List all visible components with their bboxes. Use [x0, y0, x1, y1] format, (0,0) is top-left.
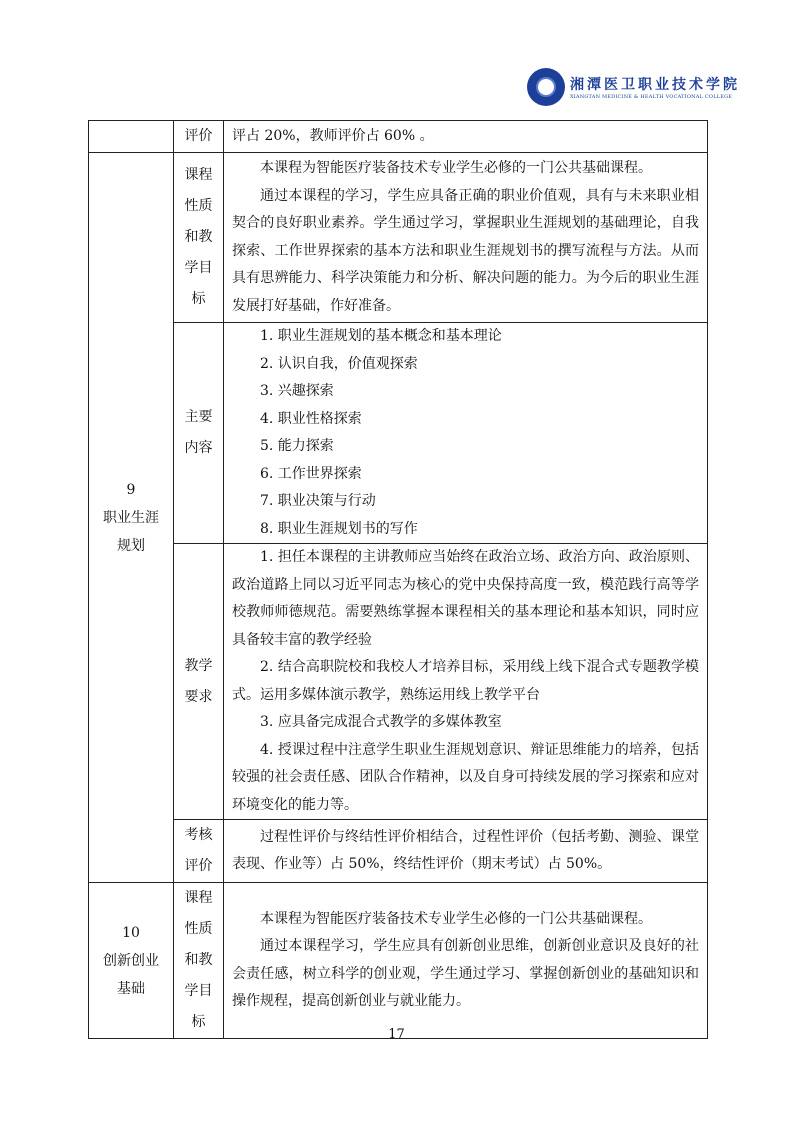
section-label-line: 性质: [184, 198, 213, 214]
course-name-line: 职业生涯: [103, 509, 159, 526]
text-line: 契合的良好职业素养。学生通过学习，掌握职业生涯规划的基础理论，自我: [232, 215, 699, 231]
course-name-line: 9: [126, 481, 136, 498]
text-line: 表现、作业等）占 50%，终结性评价（期末考试）占 50%。: [232, 856, 612, 872]
section-content-cell: [224, 820, 708, 883]
logo-english-name: XIANGTAN MEDICINE & HEALTH VOCATIONAL COLLEGE: [570, 94, 733, 100]
text-line: 5. 能力探索: [260, 438, 334, 454]
table-row: [89, 883, 708, 1039]
paragraph: [232, 516, 699, 544]
text-line: 2. 结合高职院校和我校人才培养目标，采用线上线下混合式专题教学模: [260, 659, 699, 675]
paragraph: [232, 433, 699, 461]
text-line: 本课程为智能医疗装备技术专业学生必修的一门公共基础课程。: [260, 910, 652, 927]
course-name-cell: [89, 121, 174, 153]
text-line: 1. 职业生涯规划的基本概念和基本理论: [260, 328, 502, 344]
text-line: 通过本课程学习，学生应具有创新创业思维，创新创业意识及良好的社: [260, 938, 699, 954]
table-row: [89, 820, 708, 883]
table-row: [89, 544, 708, 820]
text-line: 探索、工作世界探索的基本方法和职业生涯规划书的撰写流程与方法。从而: [232, 242, 699, 259]
text-line: 1. 担任本课程的主讲教师应当始终在政治立场、政治方向、政治原则、: [260, 549, 699, 565]
text-line: 3. 应具备完成混合式教学的多媒体教室: [260, 714, 502, 730]
table-row: [89, 153, 708, 323]
paragraph: [232, 709, 699, 737]
section-label-line: 和教: [184, 229, 213, 245]
text-line: 具有思辨能力、科学决策能力和分析、解决问题的能力。为今后的职业生涯: [232, 270, 699, 286]
text-line: 4. 授课过程中注意学生职业生涯规划意识、辩证思维能力的培养，包括: [260, 741, 699, 758]
section-label-line: 主要: [184, 409, 213, 425]
text-line: 会责任感，树立科学的创业观，学生通过学习、掌握创新创业的基础知识和: [232, 965, 699, 982]
paragraph: [232, 183, 699, 321]
text-line: 3. 兴趣探索: [260, 383, 334, 399]
college-logo: [527, 68, 740, 106]
text-line: 较强的社会责任感、团队合作精神，以及自身可持续发展的学习探索和应对: [232, 769, 699, 785]
text-line: 通过本课程的学习，学生应具备正确的职业价值观，具有与未来职业相: [260, 187, 699, 204]
section-label-line: 性质: [184, 921, 213, 937]
section-content-cell: [224, 323, 708, 544]
section-label-cell: [174, 121, 224, 153]
logo-chinese-name: 湘潭医卫职业技术学院: [570, 77, 740, 93]
paragraph: [232, 378, 699, 406]
text-line: 具备较丰富的教学经验: [232, 631, 372, 648]
text-line: 7. 职业决策与行动: [260, 493, 376, 509]
paragraph: [232, 488, 699, 516]
text-line: 政治道路上同以习近平同志为核心的党中央保持高度一致，模范践行高等学: [232, 576, 699, 593]
paragraph: [232, 824, 699, 879]
paragraph: [232, 461, 699, 489]
text-line: 评占 20%，教师评价占 60% 。: [232, 127, 434, 144]
paragraph: [232, 906, 699, 934]
course-name-cell: [89, 883, 174, 1039]
text-line: 6. 工作世界探索: [260, 465, 362, 482]
course-name-line: 10: [122, 924, 140, 941]
section-content-cell: [224, 121, 708, 153]
section-label-cell: [174, 820, 224, 883]
section-content-cell: [224, 153, 708, 323]
paragraph: [232, 933, 699, 1016]
text-line: 发展打好基础，作好准备。: [232, 297, 400, 314]
text-line: 本课程为智能医疗装备技术专业学生必修的一门公共基础课程。: [260, 160, 652, 176]
section-label-cell: [174, 323, 224, 544]
section-label-line: 内容: [184, 440, 213, 456]
section-label-cell: [174, 883, 224, 1039]
page-number: 17: [388, 1027, 405, 1042]
section-label-line: 和教: [184, 952, 213, 968]
text-line: 4. 职业性格探索: [260, 410, 362, 427]
paragraph: [232, 737, 699, 820]
paragraph: [232, 654, 699, 709]
table-row: [89, 323, 708, 544]
course-name-line: 基础: [117, 980, 145, 997]
text-line: 过程性评价与终结性评价相结合，过程性评价（包括考勤、测验、课堂: [260, 828, 699, 845]
course-table: [88, 120, 708, 1039]
course-name-line: 创新创业: [103, 952, 159, 969]
section-label-line: 评价: [184, 128, 213, 144]
text-line: 校教师师德规范。需要熟练掌握本课程相关的基本理论和基本知识，同时应: [232, 604, 699, 620]
paragraph: [232, 406, 699, 434]
text-line: 操作规程，提高创新创业与就业能力。: [232, 993, 470, 1009]
section-label-cell: [174, 153, 224, 323]
text-line: 2. 认识自我，价值观探索: [260, 355, 418, 372]
section-content-cell: [224, 544, 708, 820]
section-label-line: 标: [191, 291, 206, 307]
paragraph: [232, 155, 699, 183]
course-name-line: 规划: [117, 537, 145, 554]
text-line: 8. 职业生涯规划书的写作: [260, 520, 418, 537]
paragraph: [232, 544, 699, 654]
course-name-cell: [89, 153, 174, 883]
section-label-line: 评价: [184, 858, 213, 874]
section-label-cell: [174, 544, 224, 820]
section-label-line: 教学: [184, 657, 213, 674]
section-label-line: 标: [191, 1014, 206, 1030]
section-content-cell: [224, 883, 708, 1039]
section-label-line: 要求: [184, 688, 213, 705]
section-label-line: 学目: [184, 983, 213, 999]
paragraph: [232, 351, 699, 379]
section-label-line: 学目: [184, 260, 213, 276]
section-label-line: 考核: [184, 827, 213, 843]
table-row: [89, 121, 708, 153]
text-line: 环境变化的能力等。: [232, 796, 358, 813]
paragraph: [232, 323, 699, 351]
text-line: 式。运用多媒体演示教学，熟练运用线上教学平台: [232, 686, 540, 703]
college-seal-icon: [527, 68, 565, 106]
section-label-line: 课程: [184, 167, 213, 183]
paragraph: [232, 123, 699, 151]
section-label-line: 课程: [184, 890, 213, 906]
